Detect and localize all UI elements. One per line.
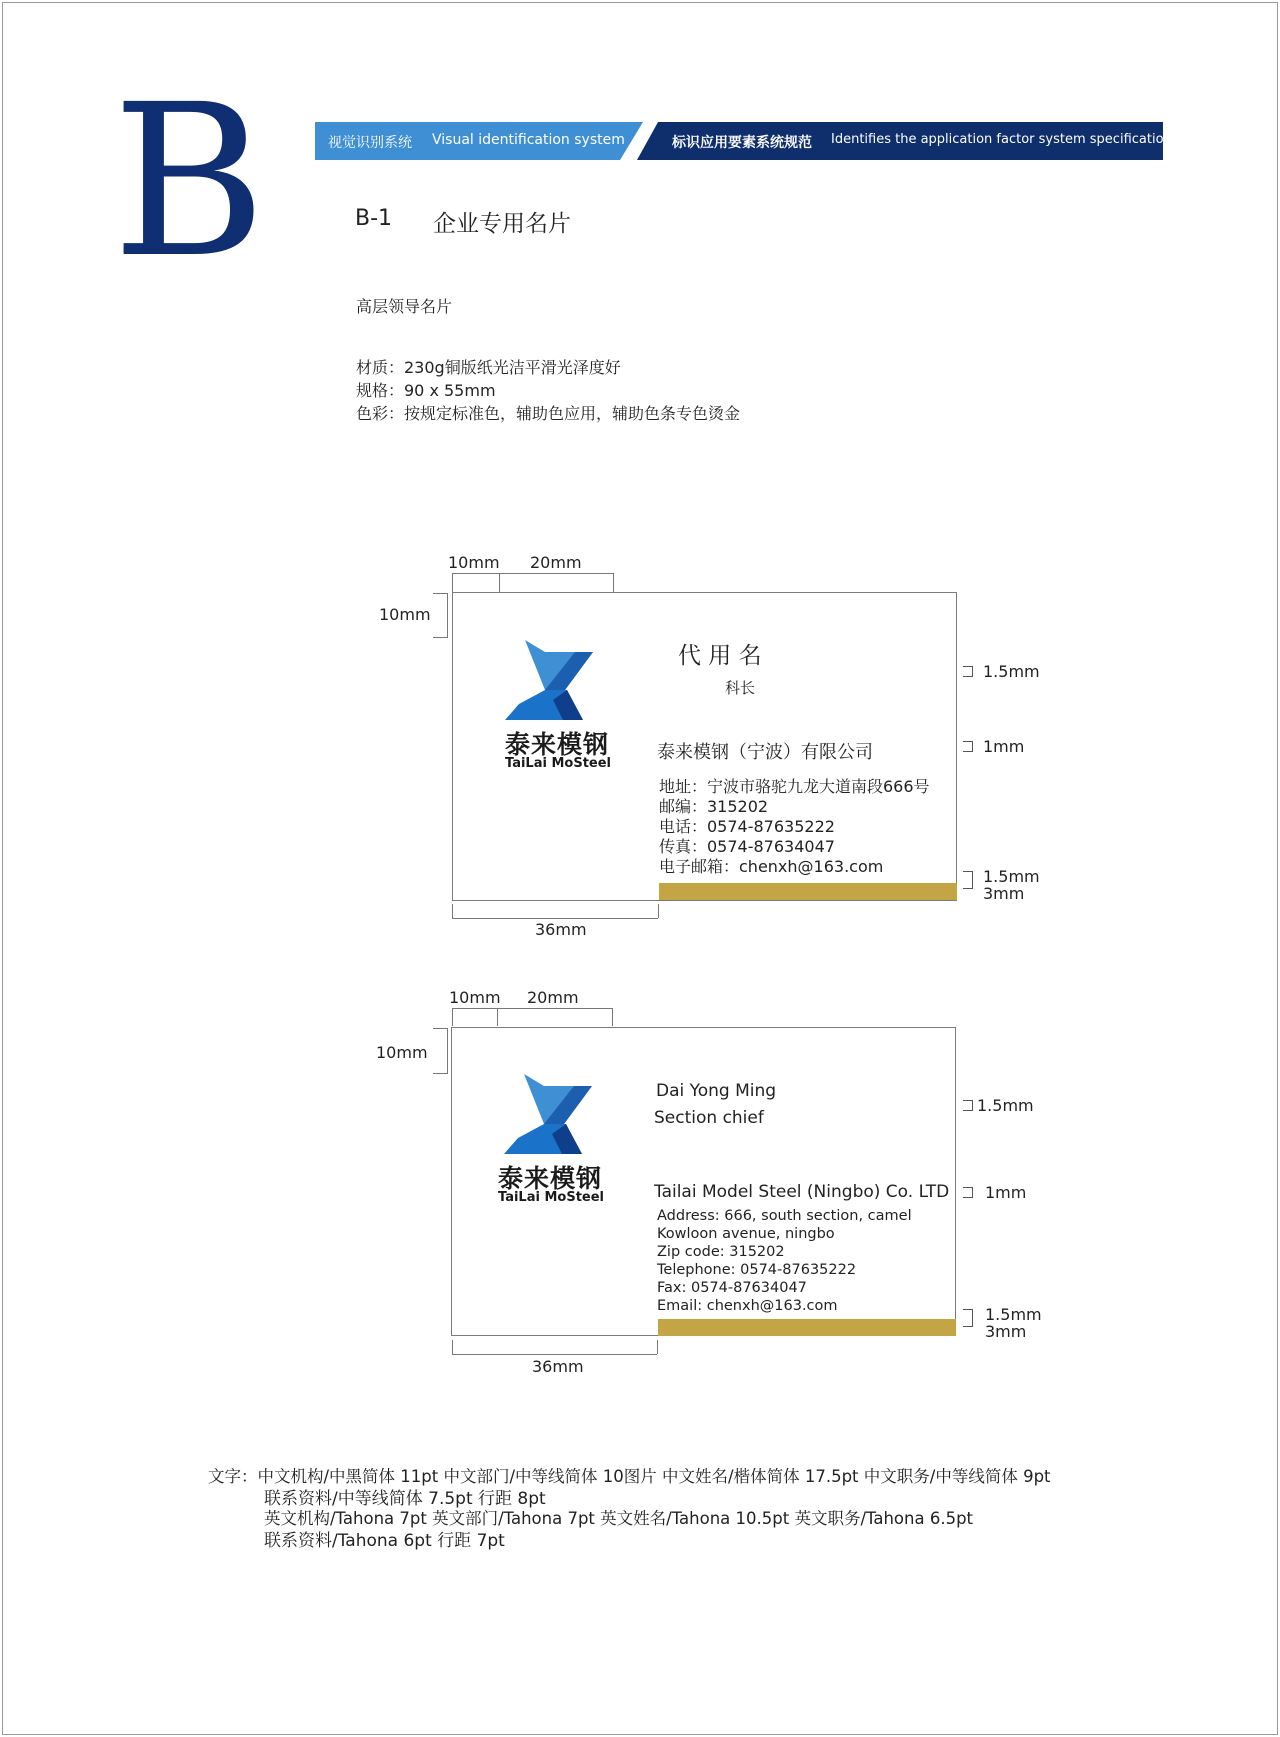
dim-tick [452, 573, 453, 592]
logo-text-en: TaiLai MoSteel [505, 756, 611, 771]
dim-tick [433, 1028, 448, 1029]
dim-tick [452, 1008, 453, 1026]
dim-1-5mm: 1.5mm [985, 1305, 1042, 1324]
subtitle: 高层领导名片 [356, 297, 453, 316]
banner-right-cn: 标识应用要素系统规范 [672, 135, 812, 151]
card-line: 邮编：315202 [659, 797, 769, 816]
logo-text-cn: 泰来模钢 [505, 730, 610, 759]
banner-left-en: Visual identification system [432, 132, 625, 148]
logo-mark-icon [505, 640, 597, 720]
card-line: 电子邮箱：chenxh@163.com [659, 857, 884, 876]
card-name: Dai Yong Ming [656, 1081, 777, 1101]
spec-material: 材质：230g铜版纸光洁平滑光泽度好 [356, 358, 621, 377]
card-line: 电话：0574-87635222 [659, 817, 835, 836]
dim-tick [452, 904, 453, 918]
logo-text-cn: 泰来模钢 [498, 1164, 603, 1193]
dim-1-5mm: 1.5mm [977, 1096, 1034, 1115]
footer-line-1: 文字：中文机构/中黑简体 11pt 中文部门/中等线简体 10图片 中文姓名/楷体简体 17.5pt 中文职务/中等线简体 9pt [208, 1467, 1051, 1486]
dim-3mm: 3mm [985, 1322, 1027, 1341]
dim-tick [499, 573, 500, 592]
card-line: Telephone: 0574-87635222 [657, 1262, 857, 1278]
banner-right-en: Identifies the application factor system specification [831, 132, 1172, 147]
dim-1-5mm: 1.5mm [983, 867, 1040, 886]
footer-line-2: 联系资料/中等线简体 7.5pt 行距 8pt [264, 1489, 546, 1509]
dim-3mm: 3mm [983, 884, 1025, 903]
dim-10mm-top: 10mm [448, 553, 500, 572]
dim-1mm: 1mm [983, 737, 1025, 756]
dim-tick [657, 1340, 658, 1354]
dim-10mm-left: 10mm [376, 1043, 428, 1062]
dim-bracket [963, 871, 973, 889]
dim-1mm: 1mm [985, 1183, 1027, 1202]
header-banner [315, 122, 1172, 160]
dim-tick [612, 1008, 613, 1026]
dim-tick [613, 573, 614, 592]
dim-bracket [963, 1309, 973, 1327]
card-line: Fax: 0574-87634047 [657, 1280, 807, 1296]
card-line: Address: 666, south section, camel [657, 1208, 912, 1224]
logo-text-en: TaiLai MoSteel [498, 1190, 604, 1205]
dim-36mm: 36mm [535, 920, 587, 939]
gold-bar [659, 883, 957, 900]
section-title: 企业专用名片 [433, 211, 571, 237]
card-line: Zip code: 315202 [657, 1244, 785, 1260]
dim-10mm-top: 10mm [449, 988, 501, 1007]
footer-line-3: 英文机构/Tahona 7pt 英文部门/Tahona 7pt 英文姓名/Tahona 10.5pt 英文职务/Tahona 6.5pt [264, 1509, 974, 1528]
dim-line-left [447, 1028, 448, 1073]
dim-line-bottom [452, 1354, 657, 1355]
dim-bracket [963, 1100, 973, 1111]
card-line: 地址：宁波市骆驼九龙大道南段666号 [659, 777, 930, 796]
card-company: Tailai Model Steel (Ningbo) Co. LTD [654, 1182, 950, 1202]
spec-color: 色彩：按规定标准色，辅助色应用，辅助色条专色烫金 [356, 404, 741, 423]
chapter-letter: B [112, 59, 267, 304]
business-card-en [451, 1027, 956, 1336]
dim-bracket [963, 666, 973, 677]
dim-tick [497, 1008, 498, 1026]
card-title: Section chief [654, 1108, 764, 1128]
dim-bracket [963, 741, 973, 752]
section-number: B-1 [355, 206, 393, 231]
dim-tick [433, 593, 448, 594]
card-name: 代 用 名 [678, 643, 762, 669]
dim-line-bottom [452, 918, 658, 919]
dim-tick [452, 1340, 453, 1354]
dim-tick [433, 637, 448, 638]
card-line: Email: chenxh@163.com [657, 1298, 838, 1314]
dim-tick [658, 904, 659, 918]
dim-line-left [447, 593, 448, 637]
dim-20mm-top: 20mm [530, 553, 582, 572]
card-line: Kowloon avenue, ningbo [657, 1226, 835, 1242]
dim-36mm: 36mm [532, 1357, 584, 1376]
footer-line-4: 联系资料/Tahona 6pt 行距 7pt [264, 1531, 505, 1551]
dim-20mm-top: 20mm [527, 988, 579, 1007]
dim-bracket [963, 1187, 973, 1198]
business-card-cn [452, 592, 957, 901]
dim-tick [433, 1073, 448, 1074]
dim-line-top [452, 573, 613, 574]
spec-size: 规格：90 x 55mm [356, 381, 496, 400]
card-line: 传真：0574-87634047 [659, 837, 835, 856]
logo-mark-icon [504, 1074, 596, 1154]
card-title: 科长 [725, 679, 756, 697]
dim-1-5mm: 1.5mm [983, 662, 1040, 681]
card-company: 泰来模钢（宁波）有限公司 [657, 742, 873, 763]
gold-bar [658, 1319, 956, 1336]
dim-10mm-left: 10mm [379, 605, 431, 624]
banner-left-cn: 视觉识别系统 [328, 135, 412, 151]
dim-line-top [452, 1008, 612, 1009]
